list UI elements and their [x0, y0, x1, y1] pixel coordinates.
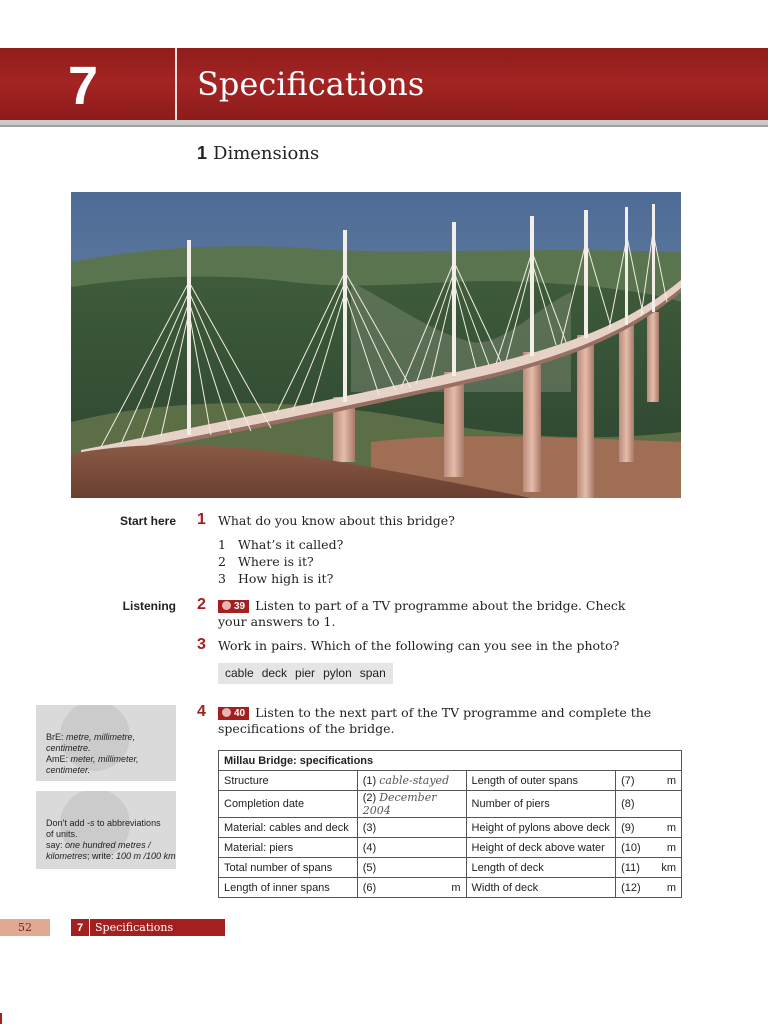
footer-chapter-title: Specifications	[95, 921, 174, 934]
section-title	[197, 143, 319, 164]
section-number: 1	[197, 143, 208, 163]
answer-cell[interactable]	[616, 818, 682, 838]
spelling-note	[36, 705, 176, 781]
item-number: (11)	[621, 861, 640, 874]
unit-label: m	[666, 774, 676, 787]
spec-label-cell	[219, 791, 358, 818]
exercise-1-list	[218, 536, 343, 587]
exercise-3-number: 3	[197, 636, 206, 653]
header-divider	[175, 48, 177, 125]
item-number: (1)	[362, 775, 377, 787]
start-here-label: Start here	[119, 514, 176, 528]
note-label: AmE:	[46, 754, 69, 764]
list-item-text: Where is it?	[238, 554, 314, 569]
table-row	[219, 878, 682, 898]
exercise-1-number: 1	[197, 511, 206, 528]
list-item-number: 1	[218, 537, 226, 552]
cd-track-badge[interactable]	[218, 600, 249, 613]
table-row	[219, 838, 682, 858]
spec-label-cell	[466, 878, 616, 898]
answer-cell[interactable]	[616, 771, 682, 791]
footer-chapter-bar	[71, 919, 225, 936]
footer-divider	[89, 919, 90, 936]
list-item	[218, 553, 343, 570]
list-item-number: 2	[218, 554, 226, 569]
spec-label-cell	[466, 818, 616, 838]
page-edge-mark	[0, 1013, 2, 1024]
item-number: (12)	[621, 881, 641, 894]
answer-cell[interactable]	[357, 858, 466, 878]
table-row	[219, 858, 682, 878]
exercise-1-question: What do you know about this bridge?	[218, 513, 455, 528]
answer-cell[interactable]	[616, 858, 682, 878]
cd-icon	[222, 708, 231, 717]
word-item: pylon	[323, 666, 352, 680]
exercise-2-instruction	[218, 598, 658, 630]
spec-label: Length of inner spans	[224, 881, 330, 894]
spec-label: Length of deck	[471, 861, 544, 874]
note-example: one hundred metres /	[65, 840, 151, 850]
answer-cell[interactable]	[616, 838, 682, 858]
note-example: 100 m /100 km	[116, 851, 176, 861]
example-answer: December 2004	[362, 791, 437, 817]
exercise-2-text: Listen to part of a TV programme about the bridge. Check your answers to 1.	[218, 598, 626, 629]
exercise-4-instruction	[218, 705, 658, 737]
word-item: deck	[261, 666, 288, 680]
exercise-3-instruction: Work in pairs. Which of the following can you see in the photo?	[218, 638, 620, 653]
spec-label-cell	[466, 791, 616, 818]
list-item	[218, 570, 343, 587]
unit-label: m	[451, 881, 461, 894]
note-text-part: to abbreviations	[94, 818, 161, 828]
spec-label-cell	[466, 858, 616, 878]
note-example: -s	[87, 818, 95, 828]
spec-label: Height of deck above water	[471, 841, 605, 854]
spec-label: Completion date	[224, 798, 305, 810]
example-answer: cable-stayed	[379, 774, 450, 787]
table-row	[219, 818, 682, 838]
chapter-title: Specifications	[197, 65, 425, 103]
note-text-part: say:	[46, 840, 66, 850]
unit-label: km	[661, 861, 676, 874]
spec-label: Number of piers	[471, 798, 550, 810]
unit-label: m	[666, 841, 676, 854]
exercise-2-number: 2	[197, 596, 206, 613]
answer-cell[interactable]	[357, 771, 466, 791]
specifications-table	[218, 750, 682, 898]
word-item: cable	[225, 666, 254, 680]
answer-cell[interactable]	[357, 791, 466, 818]
spec-label: Material: cables and deck	[224, 821, 349, 834]
answer-cell[interactable]	[357, 838, 466, 858]
cd-icon	[222, 601, 231, 610]
abbreviation-note	[36, 791, 176, 869]
cd-track-number: 40	[234, 708, 246, 719]
spec-label: Material: piers	[224, 841, 294, 854]
word-box	[218, 663, 393, 684]
spec-label-cell	[219, 838, 358, 858]
note-example: centimeter.	[46, 765, 91, 775]
list-item-number: 3	[218, 571, 226, 586]
spec-label-cell	[219, 818, 358, 838]
spec-label-cell	[466, 838, 616, 858]
item-number: (7)	[621, 774, 635, 787]
cd-track-number: 39	[234, 601, 246, 612]
cd-track-badge[interactable]	[218, 707, 249, 720]
list-item	[218, 536, 343, 553]
item-number: (8)	[621, 798, 635, 810]
answer-cell[interactable]	[616, 878, 682, 898]
item-number: (10)	[621, 841, 641, 854]
chapter-number: 7	[68, 56, 99, 116]
spec-label: Height of pylons above deck	[471, 821, 610, 834]
note-text-part: Don’t add	[46, 818, 88, 828]
note-example: meter, millimeter,	[70, 754, 139, 764]
page-number: 52	[0, 919, 50, 936]
spec-label: Total number of spans	[224, 861, 333, 874]
answer-cell[interactable]	[357, 818, 466, 838]
spec-label: Length of outer spans	[471, 774, 578, 787]
item-number: (2)	[362, 792, 377, 804]
note-label: BrE:	[46, 732, 64, 742]
listening-label: Listening	[122, 599, 176, 613]
item-number: (3)	[362, 821, 377, 834]
table-title: Millau Bridge: specifications	[219, 751, 682, 771]
unit-label: m	[666, 821, 676, 834]
item-number: (4)	[362, 841, 377, 854]
unit-label: m	[666, 881, 676, 894]
spec-label-cell	[466, 771, 616, 791]
note-example: kilometres	[46, 851, 88, 861]
note-example: metre, millimetre,	[66, 732, 136, 742]
bridge-photo	[71, 192, 681, 498]
footer-chapter-number: 7	[76, 922, 84, 934]
section-title-text: Dimensions	[213, 143, 320, 164]
table-row	[219, 791, 682, 818]
note-text	[46, 818, 176, 862]
spec-label: Width of deck	[471, 881, 539, 894]
spec-label: Structure	[224, 774, 269, 787]
answer-cell[interactable]	[616, 791, 682, 818]
exercise-4-text: Listen to the next part of the TV programme and complete the specifications of the bridge.	[218, 705, 652, 736]
word-item: pier	[295, 666, 316, 680]
item-number: (5)	[362, 861, 377, 874]
exercise-4-number: 4	[197, 703, 206, 720]
chapter-header	[0, 48, 768, 125]
table-row	[219, 771, 682, 791]
bridge-illustration	[71, 192, 681, 498]
word-item: span	[359, 666, 386, 680]
header-shadow-line	[0, 125, 768, 127]
spec-label-cell	[219, 858, 358, 878]
list-item-text: What’s it called?	[238, 537, 344, 552]
answer-cell[interactable]	[357, 878, 466, 898]
item-number: (9)	[621, 821, 635, 834]
note-example: centimetre.	[46, 743, 91, 753]
item-number: (6)	[362, 881, 377, 894]
spec-label-cell	[219, 878, 358, 898]
note-text-part: ; write:	[87, 851, 117, 861]
spec-label-cell	[219, 771, 358, 791]
note-text	[46, 732, 139, 776]
note-text-part: of units.	[46, 829, 78, 839]
list-item-text: How high is it?	[238, 571, 334, 586]
